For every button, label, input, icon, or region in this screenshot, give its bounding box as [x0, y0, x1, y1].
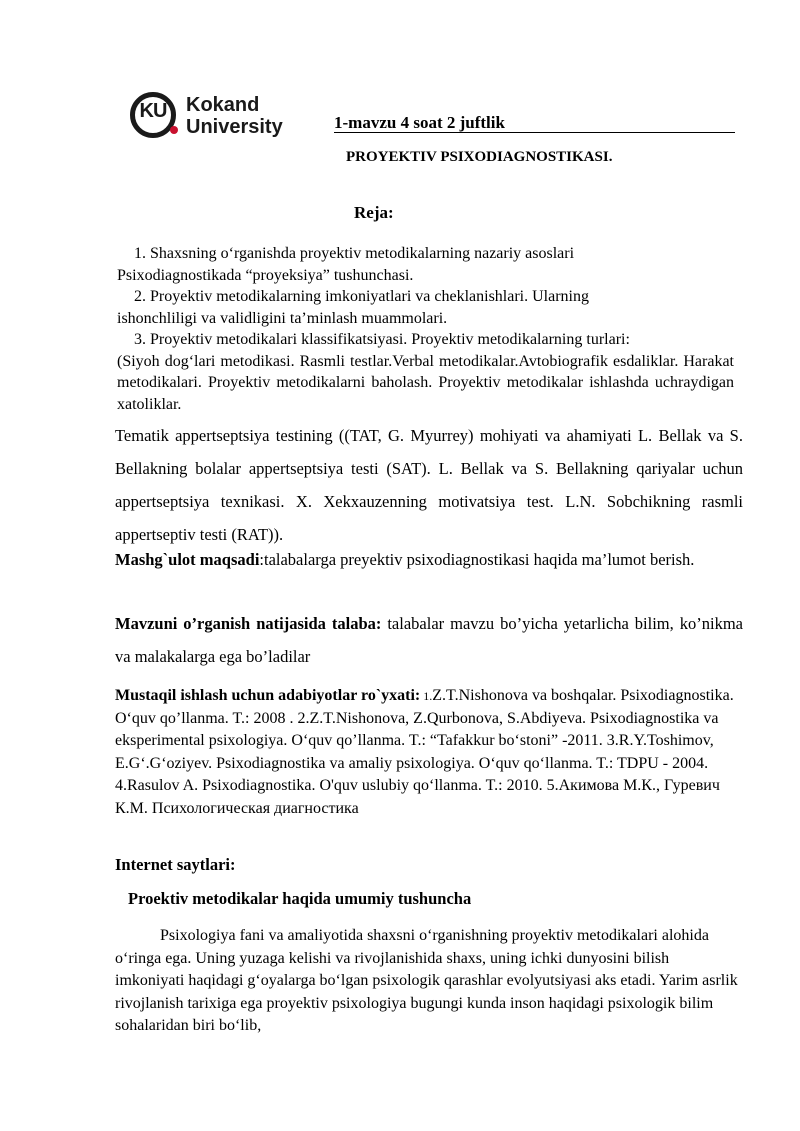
- learning-outcome-text: talabalar mavzu bo’yicha yetarlicha bilim, ko’nikma va malakalarga ega bo’ladilar: [115, 614, 743, 666]
- plan-item-1-line2: Psixodiagnostikada “proyeksiya” tushunchasi.: [117, 266, 414, 284]
- plan-heading: Reja:: [354, 203, 394, 222]
- topic-line: 1-mavzu 4 soat 2 juftlik: [334, 113, 505, 132]
- plan-item-3-line1: 3. Proyektiv metodikalari klassifikatsiyasi. Proyektiv metodikalarning turlari:: [134, 331, 630, 348]
- learning-outcome-label: Mavzuni o’rganish natijasida talaba:: [115, 614, 382, 633]
- plan-item-2-line2: ishonchliligi va validligini ta’minlash muammolari.: [117, 309, 448, 327]
- plan-item-2: [117, 286, 734, 329]
- lesson-goal-text: :talabalarga preyektiv psixodiagnostikasi haqida ma’lumot berish.: [259, 550, 695, 569]
- references: [115, 685, 735, 820]
- topic-underline: [334, 132, 735, 133]
- university-logo: [130, 92, 315, 146]
- document-title: PROYEKTIV PSIXODIAGNOSTIKASI.: [346, 149, 613, 165]
- plan-item-2-line1: 2. Proyektiv metodikalarning imkoniyatlari va cheklanishlari. Ularning: [134, 288, 589, 305]
- references-first-number: 1.: [420, 689, 433, 703]
- references-label: Mustaqil ishlash uchun adabiyotlar ro`yxati:: [115, 687, 421, 704]
- logo-dot-icon: [170, 126, 178, 134]
- lesson-goal: [115, 543, 743, 576]
- logo-word-kokand: Kokand: [186, 94, 260, 116]
- references-text: Z.T.Nishonova va boshqalar. Psixodiagnostika. O‘quv qo’llanma. T.: 2008 . 2.Z.T.Nishonova, Z.Qurbonova, S.Abdiyeva. Psixodiagnostika va eksperimental psixologiya. O‘quv qo’llanma. T.: “Tafakkur bo‘stoni” -2011. 3.R.Y.Toshimov, E.G‘.G‘oziyev. Psixodiagnostika va amaliy psixologiya. O‘quv qo‘llanma. T.: TDPU - 2004. 4.Rasulov A. Psixodiagnostika. O'quv uslubiy qo‘llanma. T.: 2010. 5.Акимова М.К., Гуревич К.М. Психологическая диагностика: [115, 687, 734, 817]
- logo-word-university: University: [186, 116, 283, 138]
- internet-sites-heading: Internet saytlari:: [115, 855, 236, 874]
- logo-mark: KU: [139, 100, 167, 122]
- learning-outcome: [115, 607, 743, 673]
- plan-item-3-rest: (Siyoh dog‘lari metodikasi. Rasmli testlar.Verbal metodikalar.Avtobiografik esdaliklar. Harakat metodikalari. Proyektiv metodikalarni baholash. Proyektiv metodikalar ishlashda uchraydigan xatoliklar.: [117, 352, 734, 413]
- plan-item-3: [117, 329, 734, 415]
- body-paragraph: Psixologiya fani va amaliyotida shaxsni o‘rganishning proyektiv metodikalari alohida o‘ringa ega. Uning yuzaga kelishi va rivojlanishida shaxs, uning ichki dunyosini bilish imkoniyati haqidagi g‘oyalarga bo‘lgan psixologik qarashlar evolyutsiyasi aks etadi. Yarim asrlik rivojlanish tarixiga ega proyektiv psixologiya bugungi kunda inson haqidagi psixologik bilim sohalaridan biri bo‘lib,: [115, 927, 738, 1034]
- lesson-goal-label: Mashg`ulot maqsadi: [115, 550, 260, 569]
- plan-item-1: [117, 243, 734, 286]
- plan-item-1-line1: 1. Shaxsning o‘rganishda proyektiv metodikalarning nazariy asoslari: [134, 245, 575, 262]
- plan-tematik-paragraph: Tematik appertseptsiya testining ((TAT, G. Myurrey) mohiyati va ahamiyati L. Bellak va S. Bellakning bolalar appertseptsiya testi (SAT). L. Bellak va S. Bellakning qariyalar uchun appertseptsiya texnikasi. X. Xekxauzenning motivatsiya test. L.N. Sobchikning rasmli appertseptiv testi (RAT)).: [115, 426, 743, 544]
- section-title: Proektiv metodikalar haqida umumiy tushuncha: [128, 889, 472, 908]
